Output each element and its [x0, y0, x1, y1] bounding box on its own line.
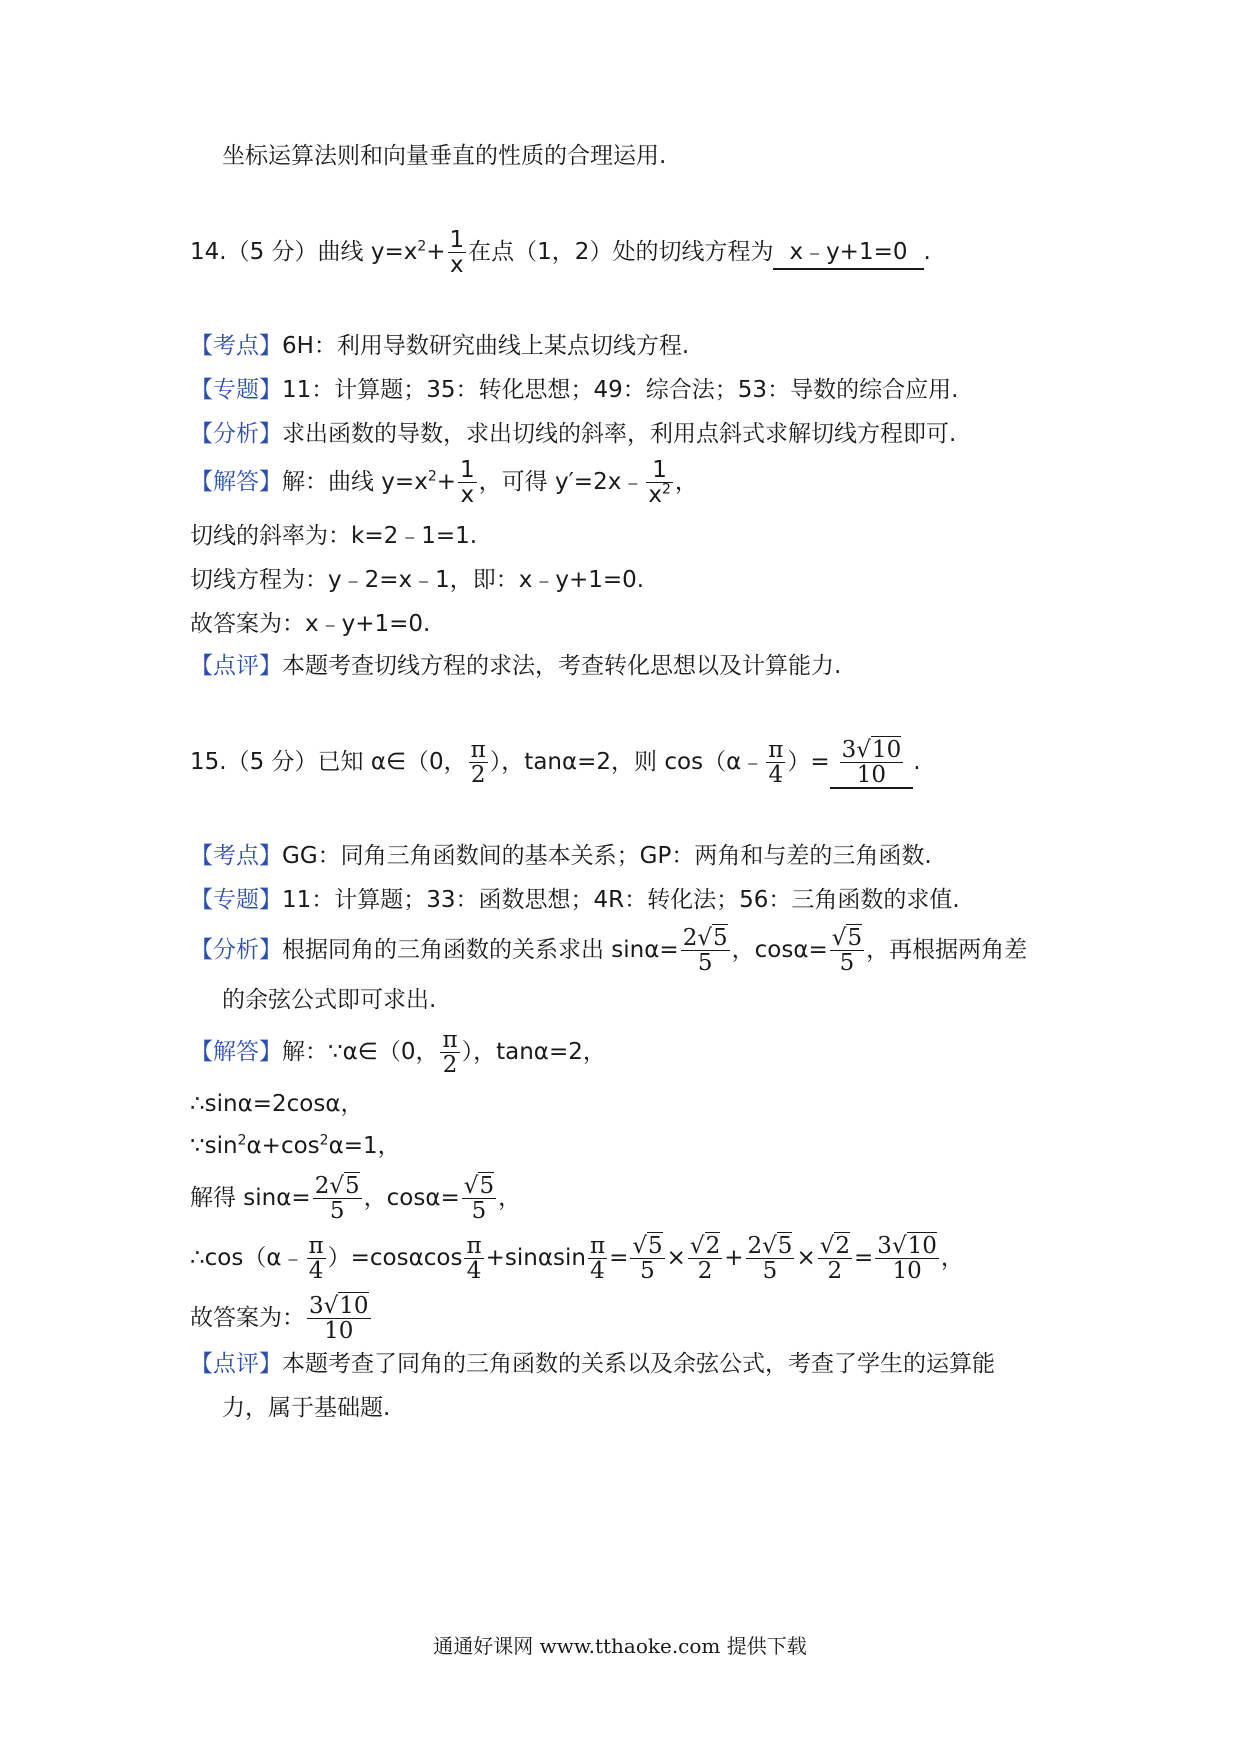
fraction-denominator: x [460, 482, 475, 509]
times-sign: × [796, 1245, 816, 1272]
fraction-denominator: 2 [470, 762, 486, 789]
denominator-exponent: 2 [661, 481, 671, 498]
times-sign: × [666, 1245, 686, 1272]
sqrt-radicand: 5 [713, 925, 728, 951]
q15-fenxi-sin-fraction [681, 926, 730, 975]
tag-jieda: 【解答】 [190, 469, 282, 496]
q14-jieda-fraction-1 [458, 458, 477, 507]
sqrt-radicand: 5 [345, 1173, 360, 1199]
q14-stem-end: . [923, 239, 931, 266]
sqrt-radicand: 2 [705, 1233, 721, 1259]
q15-step4-fraction-pi-4-c [588, 1234, 607, 1283]
fraction-numerator: √2 [689, 1233, 721, 1259]
q14-stem-fraction [448, 228, 467, 277]
q15-step2-exponent-1: 2 [237, 1132, 247, 1149]
tag-kaodian: 【考点】 [190, 333, 282, 359]
q15-final [190, 1294, 373, 1343]
q15-step4-result [875, 1234, 939, 1283]
q14-zhuanti [190, 374, 958, 406]
q15-step3-sin-fraction [313, 1174, 362, 1223]
fraction-numerator: π [308, 1233, 324, 1259]
fraction-numerator: 1 [646, 458, 673, 483]
fraction-denominator: 10 [856, 762, 887, 789]
tag-dianping: 【点评】 [190, 1351, 282, 1377]
q14-kaodian [190, 330, 689, 362]
fraction-denominator: 10 [324, 1318, 354, 1345]
tag-zhuanti: 【专题】 [190, 377, 282, 403]
q15-final-label: 故答案为： [190, 1305, 305, 1332]
q15-answer-fraction [840, 738, 904, 787]
fraction-numerator: π [470, 737, 486, 763]
fraction-numerator: 3√10 [309, 1293, 369, 1319]
sqrt-radicand: 10 [907, 1233, 937, 1259]
q14-slope: 切线的斜率为：k=2﹣1=1. [190, 523, 478, 549]
q15-kaodian [190, 840, 932, 872]
fraction-numerator: 1 [449, 227, 465, 253]
q15-jieda-part-a: 解：∵α∈（0， [282, 1039, 439, 1066]
sqrt-radicand: 5 [847, 925, 863, 951]
sqrt-coefficient: 2 [682, 925, 698, 951]
q15-jieda [190, 1028, 606, 1077]
q15-fenxi-part-a: 根据同角的三角函数的关系求出 sinα= [282, 937, 679, 964]
q15-step4-part-a: ∴cos（α﹣ [190, 1245, 305, 1272]
q15-step2-part-c: α=1， [328, 1133, 401, 1159]
q14-dianping [190, 650, 841, 682]
fraction-numerator: 2√5 [314, 1173, 360, 1199]
sqrt-coefficient: 3 [309, 1293, 324, 1319]
fraction-denominator: 4 [768, 762, 784, 789]
sqrt-coefficient: 3 [877, 1233, 892, 1259]
q15-jieda-fraction-pi-2 [440, 1028, 459, 1077]
fraction-numerator: 1 [460, 457, 475, 483]
q14-zhuanti-text: 11：计算题；35：转化思想；49：综合法；53：导数的综合应用. [282, 377, 959, 403]
q14-stem-part-b: + [426, 239, 446, 266]
plus-sign: + [724, 1245, 744, 1272]
q15-step1: ∴sinα=2cosα， [190, 1091, 364, 1117]
q15-stem-fraction-pi-2 [469, 738, 488, 787]
q15-step3-cos-fraction [462, 1174, 496, 1223]
q15-fenxi-cos-fraction [830, 926, 864, 975]
q15-dianping [190, 1348, 995, 1380]
fraction-numerator: π [466, 1233, 482, 1259]
fraction-numerator: √5 [463, 1173, 495, 1199]
q15-step3-part-b: ，cosα= [363, 1185, 460, 1212]
q14-jieda-exponent: 2 [427, 468, 437, 485]
page-footer: 通通好课网 www.tthaoke.com 提供下载 [433, 1634, 807, 1658]
fraction-denominator: 10 [892, 1258, 922, 1285]
fraction-denominator: 4 [308, 1258, 324, 1285]
q14-stem [190, 228, 931, 277]
q14-answer-blank: x﹣y+1=0 [773, 236, 923, 270]
q15-stem-fraction-pi-4 [766, 738, 785, 787]
fraction-denominator: 5 [329, 1198, 345, 1225]
q15-zhuanti [190, 884, 960, 916]
equals-sign: = [609, 1245, 629, 1272]
fraction-denominator: 2 [442, 1052, 458, 1079]
q15-step3-part-a: 解得 sinα= [190, 1185, 311, 1212]
q15-step4-sqrt5-over-5 [630, 1234, 664, 1283]
q15-step4-part-c: +sinαsin [485, 1245, 586, 1272]
fraction-numerator: √5 [831, 925, 863, 951]
comma: ， [940, 1245, 964, 1272]
q15-stem-end: . [913, 749, 921, 776]
q14-final: 故答案为：x﹣y+1=0. [190, 611, 431, 637]
q15-step4-2sqrt5-over-5 [746, 1234, 795, 1283]
tag-fenxi: 【分析】 [190, 937, 282, 964]
q15-zhuanti-text: 11：计算题；33：函数思想；4R：转化法；56：三角函数的求值. [282, 887, 960, 913]
q15-step2-exponent-2: 2 [319, 1132, 329, 1149]
q15-fenxi-part-c: ，再根据两角差 [866, 937, 1028, 964]
q15-answer-blank [830, 738, 914, 789]
q14-jieda-part-d: ， [674, 469, 698, 496]
q15-fenxi [190, 926, 1027, 975]
fraction-denominator: 5 [640, 1258, 655, 1285]
fraction-denominator: 2 [827, 1258, 843, 1285]
tag-zhuanti: 【专题】 [190, 887, 282, 913]
sqrt-coefficient: 2 [314, 1173, 330, 1199]
q15-kaodian-text: GG：同角三角函数间的基本关系；GP：两角和与差的三角函数. [282, 843, 932, 869]
q14-jieda-part-a: 解：曲线 y=x [282, 469, 428, 496]
fraction-denominator: 2 [697, 1258, 713, 1285]
q15-step3 [190, 1174, 521, 1223]
q15-step4-fraction-pi-4-a [307, 1234, 326, 1283]
fraction-numerator: 3√10 [877, 1233, 937, 1259]
q15-dianping-text: 本题考查了同角的三角函数的关系以及余弦公式，考查了学生的运算能 [282, 1351, 995, 1377]
q14-jieda-part-c: ，可得 y′=2x﹣ [478, 469, 645, 496]
q14-tangent: 切线方程为：y﹣2=x﹣1，即：x﹣y+1=0. [190, 567, 645, 593]
q15-step3-part-c: ， [498, 1185, 522, 1212]
sqrt-coefficient: 3 [841, 737, 857, 763]
fraction-numerator: 2√5 [682, 925, 728, 951]
denominator-base: x [648, 482, 662, 509]
q15-jieda-part-b: ），tanα=2， [461, 1039, 606, 1066]
sqrt-radicand: 5 [479, 1173, 495, 1199]
q14-jieda-part-b: + [436, 469, 457, 496]
tag-dianping: 【点评】 [190, 653, 282, 679]
sqrt-radicand: 10 [339, 1293, 369, 1319]
tag-kaodian: 【考点】 [190, 843, 282, 869]
q15-dianping-line2: 力，属于基础题. [222, 1395, 391, 1421]
q14-fenxi [190, 418, 956, 450]
q14-stem-part-a: 14.（5 分）曲线 y=x [190, 239, 418, 266]
fraction-numerator: 2√5 [747, 1233, 793, 1259]
equals-sign: = [854, 1245, 874, 1272]
q15-fenxi-line2: 的余弦公式即可求出. [222, 987, 437, 1013]
fraction-denominator: x [450, 252, 464, 279]
q14-jieda [190, 458, 698, 507]
fraction-denominator: 5 [762, 1258, 778, 1285]
q15-step4-part-b: ）=cosαcos [327, 1245, 463, 1272]
sqrt-radicand: 5 [777, 1233, 793, 1259]
q15-step4-sqrt2-over-2-b [818, 1234, 852, 1283]
fraction-numerator: π [768, 737, 784, 763]
q15-step4-sqrt2-over-2-a [688, 1234, 722, 1283]
q15-final-fraction [307, 1294, 371, 1343]
sqrt-radicand: 10 [871, 737, 902, 763]
fraction-numerator: π [589, 1233, 606, 1259]
fraction-numerator: π [442, 1027, 458, 1053]
q15-step2-part-a: ∵sin [190, 1133, 238, 1159]
continuation-text: 坐标运算法则和向量垂直的性质的合理运用. [222, 143, 667, 169]
q15-stem-part-a: 15.（5 分）已知 α∈（0， [190, 749, 467, 776]
q14-stem-exponent: 2 [417, 238, 427, 255]
q15-step4 [190, 1234, 964, 1283]
fraction-numerator: √2 [819, 1233, 851, 1259]
fraction-numerator: 3√10 [841, 737, 902, 763]
q15-stem-part-c: ）= [787, 749, 830, 776]
q15-stem [190, 738, 921, 789]
fraction-denominator: 5 [697, 950, 713, 977]
q14-stem-part-c: 在点（1，2）处的切线方程为 [468, 239, 774, 266]
q15-step2 [190, 1130, 401, 1162]
q15-fenxi-part-b: ，cosα= [731, 937, 828, 964]
q15-step4-fraction-pi-4-b [464, 1234, 483, 1283]
q14-kaodian-text: 6H：利用导数研究曲线上某点切线方程. [282, 333, 690, 359]
tag-fenxi: 【分析】 [190, 421, 282, 447]
tag-jieda: 【解答】 [190, 1039, 282, 1066]
sqrt-coefficient: 2 [747, 1233, 763, 1259]
q14-dianping-text: 本题考查切线方程的求法，考查转化思想以及计算能力. [282, 653, 842, 679]
sqrt-radicand: 2 [835, 1233, 851, 1259]
fraction-denominator: 5 [471, 1198, 487, 1225]
fraction-denominator: 4 [466, 1258, 482, 1285]
q15-step2-part-b: α+cos [246, 1133, 320, 1159]
fraction-numerator: √5 [632, 1233, 663, 1259]
fraction-denominator: 5 [839, 950, 855, 977]
fraction-denominator [646, 483, 673, 507]
q14-fenxi-text: 求出函数的导数，求出切线的斜率，利用点斜式求解切线方程即可. [282, 421, 957, 447]
q15-stem-part-b: ），tanα=2，则 cos（α﹣ [489, 749, 765, 776]
sqrt-radicand: 5 [648, 1233, 663, 1259]
fraction-denominator: 4 [590, 1258, 605, 1285]
q14-jieda-fraction-2 [646, 458, 673, 507]
